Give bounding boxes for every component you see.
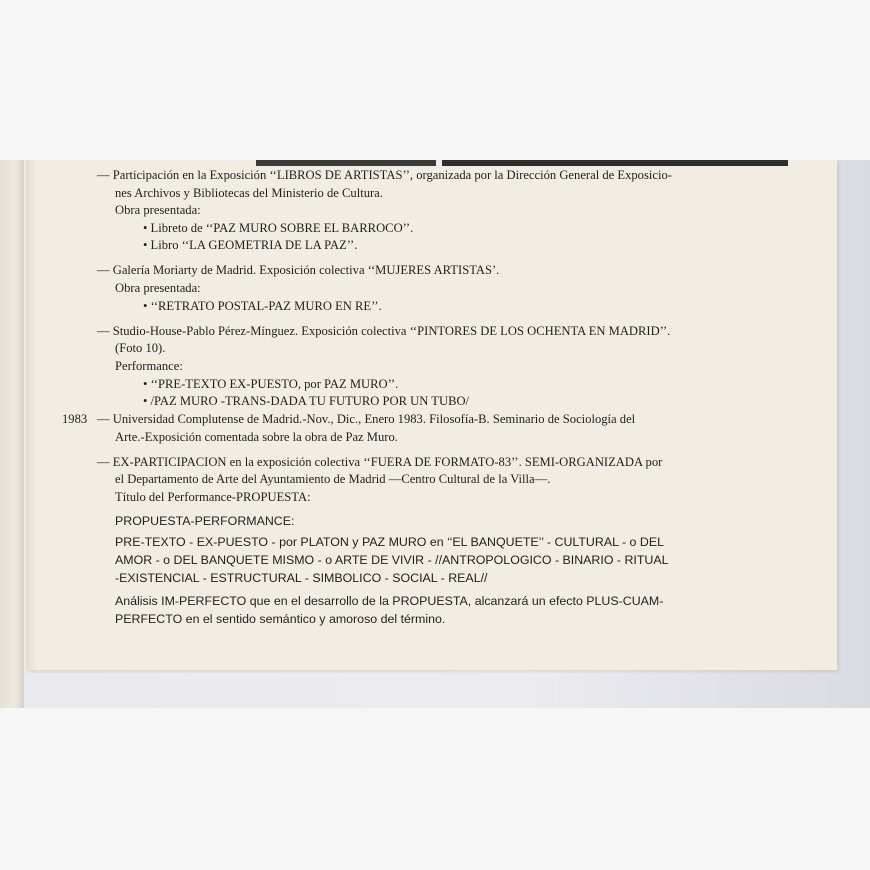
document-line: — Galería Moriarty de Madrid. Exposición colectiva ‘‘MUJERES ARTISTAS’. <box>97 263 500 277</box>
document-line: Obra presentada: <box>115 281 201 295</box>
document-line: -EXISTENCIAL - ESTRUCTURAL - SIMBOLICO - SOCIAL - REAL// <box>115 571 488 585</box>
document-line: • ‘‘RETRATO POSTAL-PAZ MURO EN RE’’. <box>143 299 382 313</box>
wall-background <box>0 0 870 160</box>
document-line: • /PAZ MURO -TRANS-DADA TU FUTURO POR UN TUBO/ <box>143 394 470 408</box>
document-line: — Universidad Complutense de Madrid.-Nov., Dic., Enero 1983. Filosofía-B. Seminario de Sociología del <box>97 412 636 426</box>
document-line: PERFECTO en el sentido semántico y amoroso del término. <box>115 612 446 626</box>
document-line: PRE-TEXTO - EX-PUESTO - por PLATON y PAZ MURO en ‘‘EL BANQUETE’’ - CULTURAL - o DEL <box>115 535 664 549</box>
left-page-edge <box>0 160 24 708</box>
photo-edge-right <box>442 160 788 166</box>
document-line: Obra presentada: <box>115 203 201 217</box>
document-line: — EX-PARTICIPACION en la exposición colectiva ‘‘FUERA DE FORMATO-83’’. SEMI-ORGANIZADA por <box>97 455 663 469</box>
year-label: 1983 <box>62 412 88 426</box>
document-line: el Departamento de Arte del Ayuntamiento de Madrid —Centro Cultural de la Villa—. <box>115 472 551 486</box>
document-line: Arte.-Exposición comentada sobre la obra de Paz Muro. <box>115 430 398 444</box>
photo-edge-left <box>256 160 436 166</box>
document-line: nes Archivos y Bibliotecas del Ministerio de Cultura. <box>115 186 383 200</box>
document-line: • Libro ‘‘LA GEOMETRIA DE LA PAZ’’. <box>143 238 358 252</box>
wall-background-bottom <box>0 708 870 870</box>
document-line: Performance: <box>115 359 183 373</box>
document-line: • Libreto de ‘‘PAZ MURO SOBRE EL BARROCO’’. <box>143 221 414 235</box>
document-line: — Studio-House-Pablo Pérez-Mínguez. Exposición colectiva ‘‘PINTORES DE LOS OCHENTA EN MADRID’’. <box>97 324 671 338</box>
document-line: PROPUESTA-PERFORMANCE: <box>115 514 295 528</box>
document-line: — Participación en la Exposición ‘‘LIBROS DE ARTISTAS’’, organizada por la Dirección General de Exposicio- <box>97 168 672 182</box>
document-line: AMOR - o DEL BANQUETE MISMO - o ARTE DE VIVIR - //ANTROPOLOGICO - BINARIO - RITUAL <box>115 553 669 567</box>
document-line: Análisis IM-PERFECTO que en el desarrollo de la PROPUESTA, alcanzará un efecto PLUS-CUAM- <box>115 594 664 608</box>
document-line: Título del Performance-PROPUESTA: <box>115 490 311 504</box>
document-line: (Foto 10). <box>115 341 166 355</box>
document-line: • ‘‘PRE-TEXTO EX-PUESTO, por PAZ MURO’’. <box>143 377 399 391</box>
